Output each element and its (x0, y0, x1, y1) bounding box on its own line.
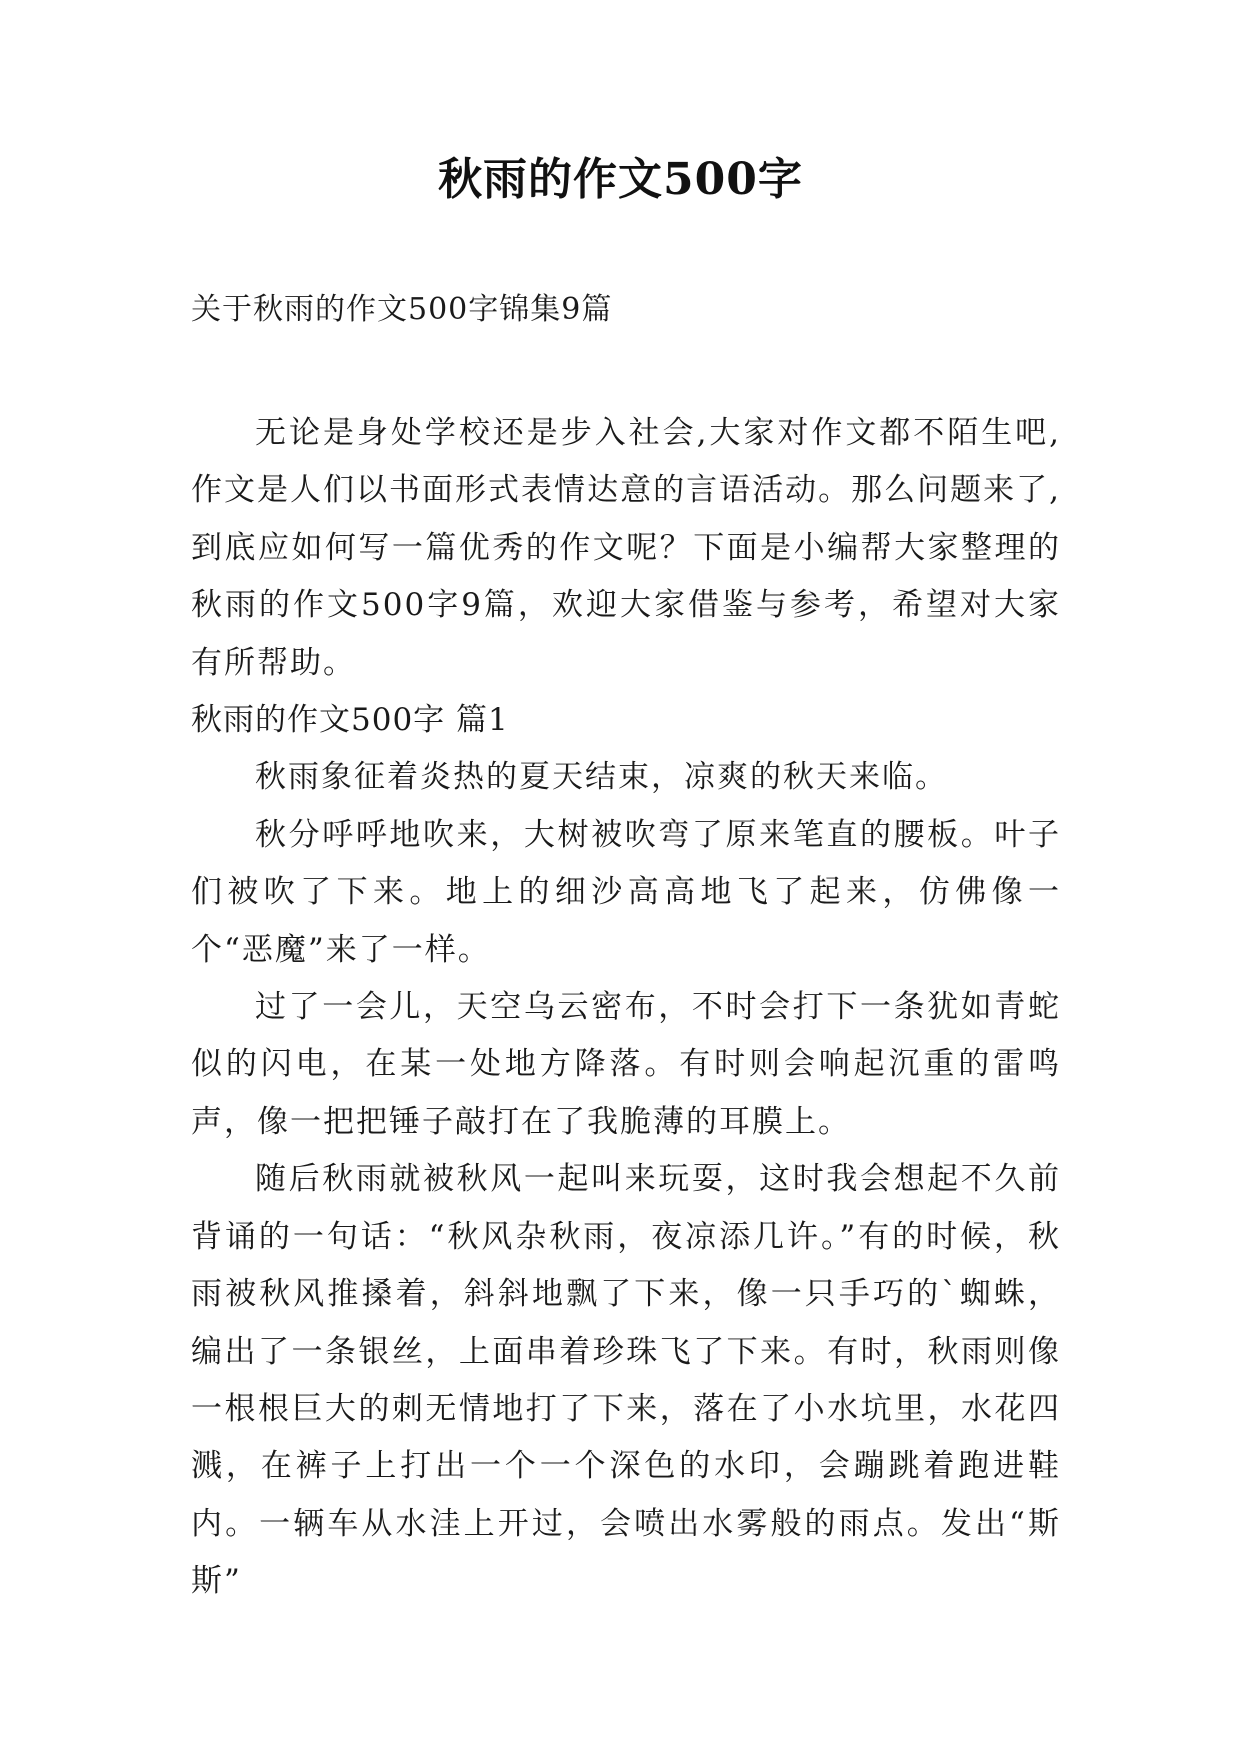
document-subtitle: 关于秋雨的作文500字锦集9篇 (191, 292, 613, 327)
paragraph: 秋分呼呼地吹来，大树被吹弯了原来笔直的腰板。叶子们被吹了下来。地上的细沙高高地飞了起来，仿佛像一个“恶魔”来了一样。 (191, 816, 1061, 968)
document-title: 秋雨的作文500字 (438, 154, 803, 205)
paragraph: 秋雨象征着炎热的夏天结束，凉爽的秋天来临。 (255, 759, 948, 796)
paragraph: 过了一会儿，天空乌云密布，不时会打下一条犹如青蛇似的闪电，在某一处地方降落。有时则会响起沉重的雷鸣声，像一把把锤子敲打在了我脆薄的耳膜上。 (191, 989, 1061, 1140)
section-heading: 秋雨的作文500字 篇1 (191, 702, 509, 739)
paragraph: 随后秋雨就被秋风一起叫来玩耍，这时我会想起不久前背诵的一句话：“秋风杂秋雨，夜凉添几许。”有的时候，秋雨被秋风推搡着，斜斜地飘了下来，像一只手巧的`蜘蛛，编出了一条银丝，上面串着珍珠飞了下来。有时，秋雨则像一根根巨大的刺无情地打了下来，落在了小水坑里，水花四溅，在裤子上打出一个一个深色的水印，会蹦跳着跑进鞋内。一辆车从水洼上开过，会喷出水雾般的雨点。发出“斯斯” (191, 1161, 1061, 1600)
intro-paragraph: 无论是身处学校还是步入社会,大家对作文都不陌生吧,作文是人们以书面形式表情达意的言语活动。那么问题来了,到底应如何写一篇优秀的作文呢？下面是小编帮大家整理的秋雨的作文500字9篇，欢迎大家借鉴与参考，希望对大家有所帮助。 (191, 415, 1061, 681)
document-body (191, 405, 1061, 1611)
